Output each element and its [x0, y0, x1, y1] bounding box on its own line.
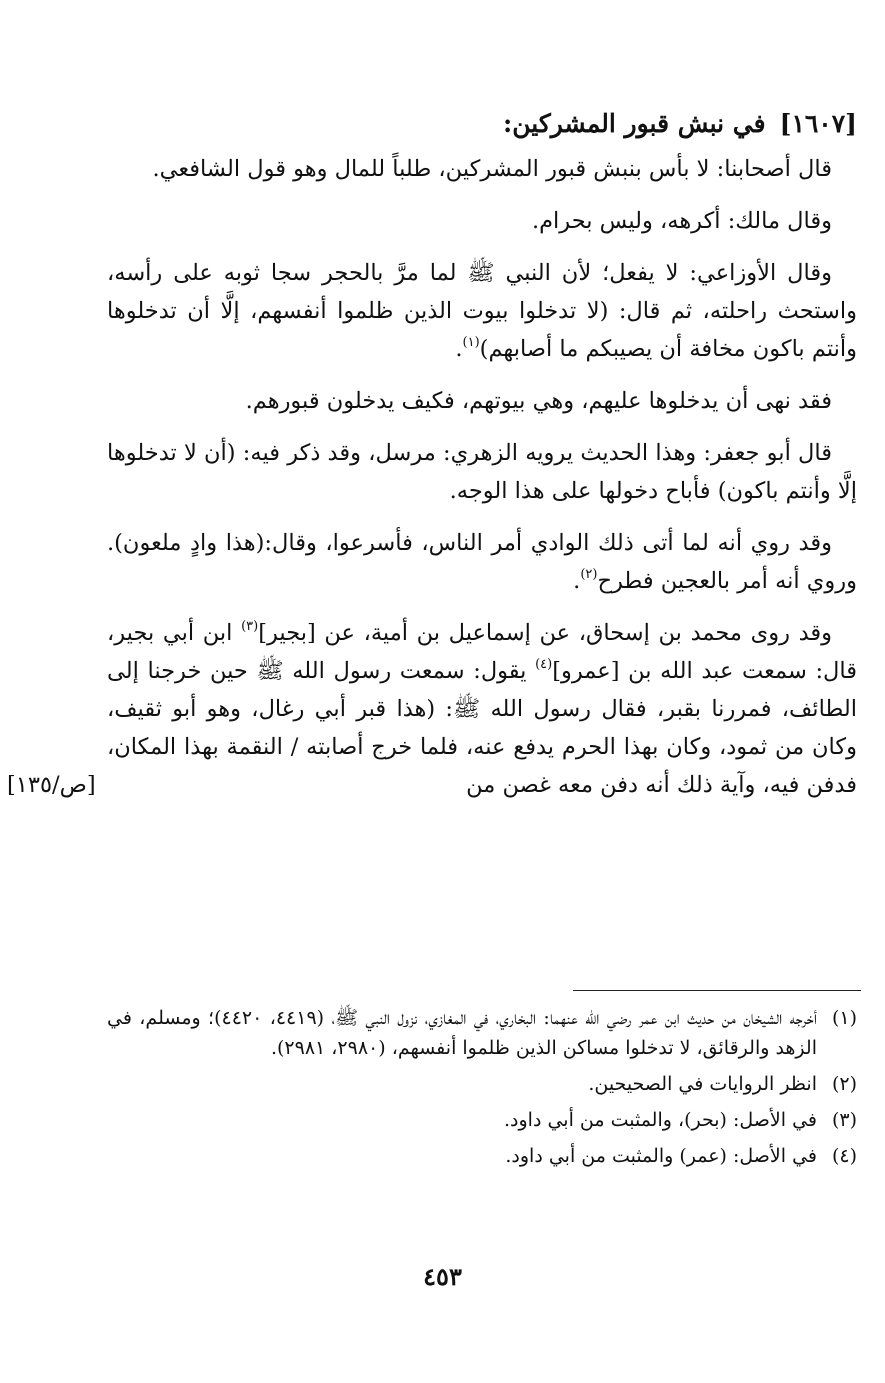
- paragraph-text: وقد روي أنه لما أتى ذلك الوادي أمر الناس، فأسرعوا، وقال:(هذا وادٍ ملعون). وروي أنه أمر بالعجين فطرح: [107, 530, 857, 594]
- footnote-ref: (٤): [535, 657, 553, 672]
- punctuation: .: [573, 568, 581, 594]
- paragraph-text: وقال الأوزاعي: لا يفعل؛ لأن النبي ﷺ لما مرَّ بالحجر سجا ثوبه على رأسه، واستحث راحلته، ثم قال: (لا تدخلوا بيوت الذين ظلموا أنفسهم، إلَّا أن تدخلوها وأنتم باكون مخافة أن يصيبكم ما أصابهم): [107, 260, 857, 362]
- footnote-text: في الأصل: (عمر) والمثبت من أبي داود.: [505, 1145, 817, 1167]
- punctuation: .: [455, 336, 463, 362]
- paragraph-text: وقد روى محمد بن إسحاق، عن إسماعيل بن أمية، عن [بجير]: [258, 620, 833, 646]
- paragraph: فقد نهى أن يدخلوها عليهم، وهي بيوتهم، فكيف يدخلون قبورهم.: [245, 388, 832, 414]
- paragraph-text: ابن أبي بجير، قال: سمعت عبد الله بن [عمرو]: [107, 620, 857, 684]
- footnote-item: [107, 1003, 857, 1063]
- section-number: [١٦٠٧]: [779, 109, 857, 138]
- footnotes: [107, 1003, 857, 1177]
- section-heading: [107, 106, 857, 142]
- footnote-ref: (١): [462, 335, 480, 350]
- footnote-ref: (٢): [580, 567, 598, 582]
- footnote-item: [107, 1141, 857, 1171]
- paragraph: [7, 614, 857, 804]
- main-text: [7, 150, 857, 818]
- section-title: في نبش قبور المشركين:: [503, 109, 766, 138]
- footnote-ref: (٣): [241, 619, 259, 634]
- footnote-number: (٤): [831, 1145, 857, 1167]
- footnote-item: [107, 1069, 857, 1099]
- footnote-number: (١): [831, 1007, 857, 1029]
- paragraph: [107, 254, 857, 368]
- footnote-text: أخرجه الشيخان من حديث ابن عمر رضي الله عنهما: البخاري، في المغازي، نزول النبي ﷺ، (٤٤١٩، ٤٤٢٠)؛ ومسلم، في الزهد والرقائق، لا تدخلوا مساكن الذين ظلموا أنفسهم، (٢٩٨٠، ٢٩٨١).: [107, 1007, 817, 1059]
- paragraph: قال أصحابنا: لا بأس بنبش قبور المشركين، طلباً للمال وهو قول الشافعي.: [152, 156, 832, 182]
- footnote-item: [107, 1105, 857, 1135]
- footnote-text: في الأصل: (بحر)، والمثبت من أبي داود.: [504, 1109, 817, 1131]
- paragraph: وقال مالك: أكرهه، وليس بحرام.: [531, 208, 832, 234]
- paragraph: قال أبو جعفر: وهذا الحديث يرويه الزهري: مرسل، وقد ذكر فيه: (أن لا تدخلوها إلَّا وأنتم باكون) فأباح دخولها على هذا الوجه.: [107, 440, 857, 504]
- paragraph: [107, 524, 857, 600]
- page-marker: [ص/١٣٥]: [7, 772, 96, 798]
- footnote-text: انظر الروايات في الصحيحين.: [588, 1073, 817, 1095]
- footnote-divider: [573, 990, 861, 991]
- paragraph-text: يقول: سمعت رسول الله ﷺ حين خرجنا إلى الطائف، فمررنا بقبر، فقال رسول الله ﷺ: (هذا قبر أبي رغال، وهو أبو ثقيف، وكان من ثمود، وكان بهذا الحرم يدفع عنه، فلما خرج أصابته / النقمة بهذا المكان، فدفن فيه، وآية ذلك أنه دفن معه غصن من: [107, 658, 857, 798]
- footnote-number: (٢): [831, 1073, 857, 1095]
- page-number: ٤٥٣: [423, 1262, 462, 1291]
- footnote-number: (٣): [831, 1109, 857, 1131]
